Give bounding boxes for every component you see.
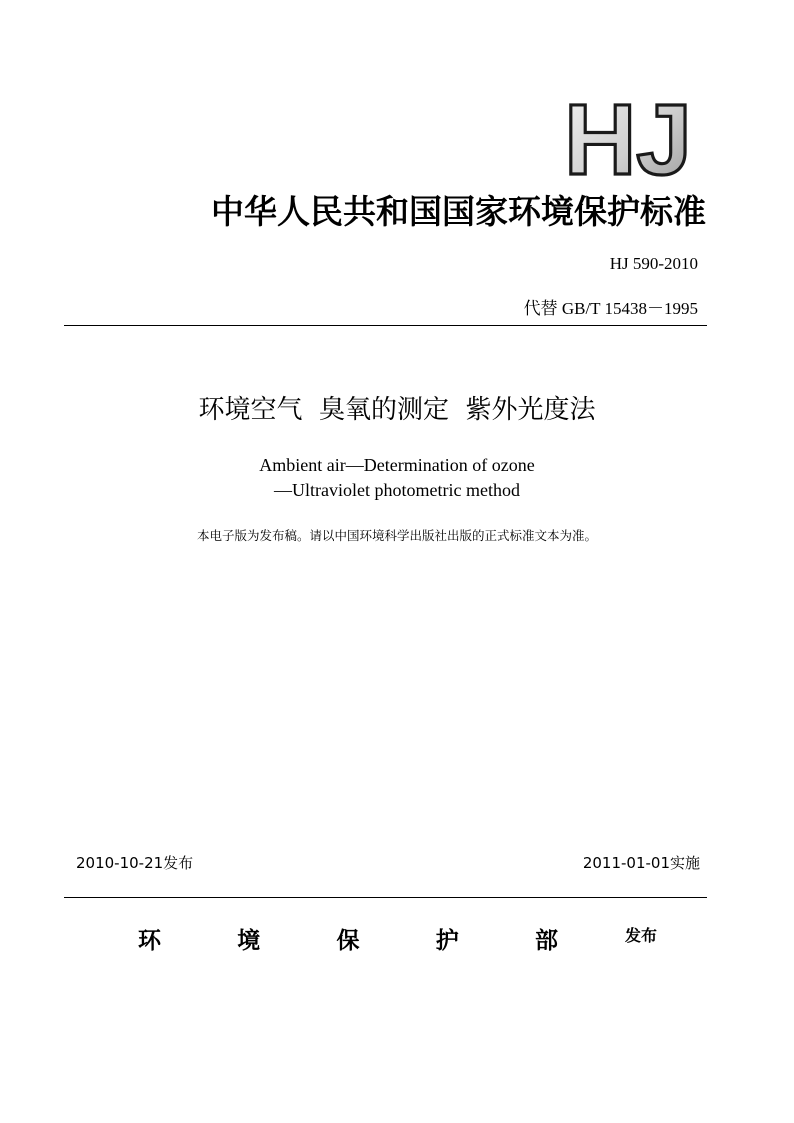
- document-title-chinese: 环境空气 臭氧的测定 紫外光度法: [198, 395, 596, 425]
- edition-note: 本电子版为发布稿。请以中国环境科学出版社出版的正式标准文本为准。: [196, 528, 597, 543]
- header-divider: [64, 325, 707, 326]
- issuer-char: 部: [535, 928, 558, 954]
- issuing-authority: [138, 922, 558, 955]
- effective-date: 2011-01-01实施: [582, 854, 700, 872]
- document-title-english-line-2: —Ultraviolet photometric method: [274, 480, 520, 500]
- issuer-char: 境: [237, 928, 261, 954]
- issuer-char: 保: [336, 928, 360, 954]
- issuer-char: 护: [435, 928, 459, 954]
- replaces-standard: 代替 GB/T 15438－1995: [523, 299, 698, 318]
- footer-divider: [64, 897, 707, 898]
- document-title-english-line-1: Ambient air—Determination of ozone: [259, 455, 535, 475]
- hj-logo-text: HJ: [564, 98, 692, 180]
- issued-label: 发布: [625, 926, 658, 945]
- hj-logo: [560, 98, 696, 180]
- standard-number: HJ 590-2010: [609, 254, 698, 273]
- standard-category-title: 中华人民共和国国家环境保护标准: [211, 192, 706, 231]
- issuer-char: 环: [138, 928, 161, 954]
- release-date: 2010-10-21发布: [76, 854, 194, 872]
